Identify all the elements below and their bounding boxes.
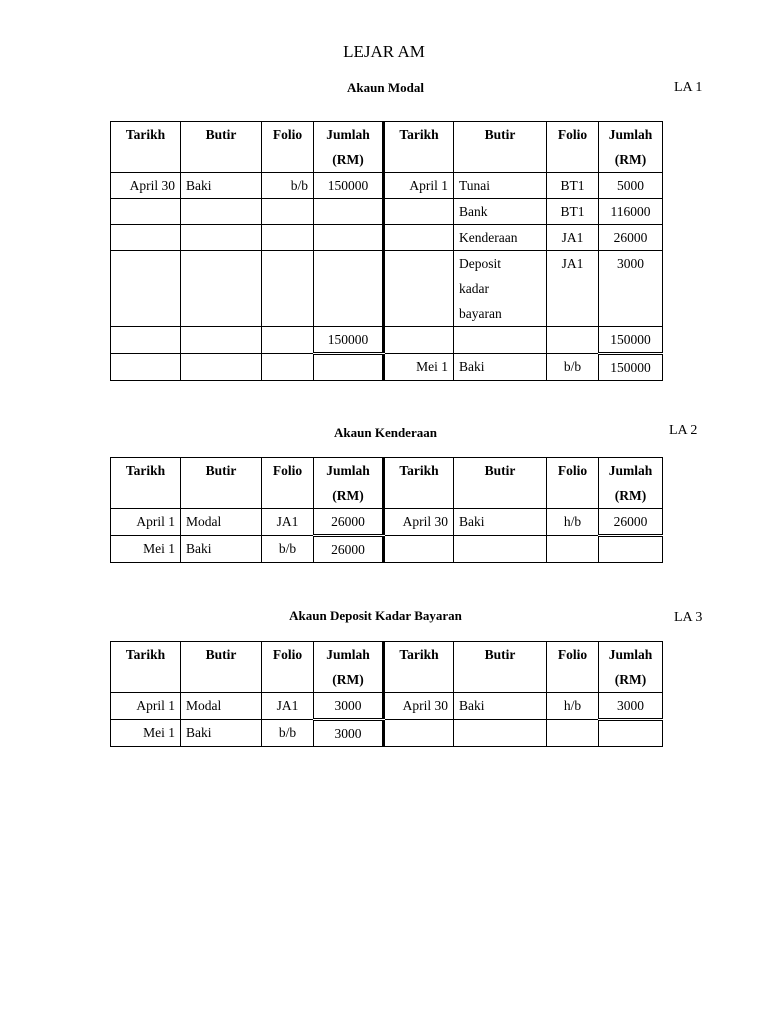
cell-empty xyxy=(181,327,262,354)
cell-empty xyxy=(547,327,599,354)
cell-folio xyxy=(262,225,314,251)
cell-folio: JA1 xyxy=(547,225,599,251)
cell-tarikh: April 1 xyxy=(111,693,181,720)
cell-folio: b/b xyxy=(547,354,599,381)
cell-butir xyxy=(181,225,262,251)
cell-jumlah xyxy=(314,199,384,225)
cell-tarikh xyxy=(111,199,181,225)
jumlah-label: Jumlah xyxy=(608,463,653,478)
total-row xyxy=(111,327,663,354)
col-butir: Butir xyxy=(181,122,262,173)
cell-empty xyxy=(111,327,181,354)
jumlah-label: Jumlah xyxy=(326,127,370,142)
cell-butir: Tunai xyxy=(454,173,547,199)
col-folio: Folio xyxy=(547,642,599,693)
cell-tarikh xyxy=(384,199,454,225)
rm-label: (RM) xyxy=(332,152,364,167)
cell-butir: Modal xyxy=(181,693,262,720)
col-butir: Butir xyxy=(181,642,262,693)
table-header-row xyxy=(111,122,663,173)
col-tarikh: Tarikh xyxy=(111,458,181,509)
cell-butir: Bank xyxy=(454,199,547,225)
cell-folio: BT1 xyxy=(547,199,599,225)
akaun-modal-code: LA 1 xyxy=(674,80,703,95)
col-tarikh: Tarikh xyxy=(111,122,181,173)
table-row xyxy=(111,693,663,720)
akaun-kenderaan-title: Akaun Kenderaan xyxy=(334,425,437,440)
cell-jumlah: 26000 xyxy=(314,509,384,536)
jumlah-label: Jumlah xyxy=(608,647,653,662)
cell-folio: b/b xyxy=(262,720,314,747)
cell-butir xyxy=(181,251,262,327)
cell-jumlah: 116000 xyxy=(599,199,663,225)
cell-empty xyxy=(384,327,454,354)
butir-line: Deposit xyxy=(459,256,501,271)
cell-tarikh: April 30 xyxy=(384,693,454,720)
cell-jumlah: 26000 xyxy=(314,536,384,563)
cell-folio xyxy=(547,536,599,563)
cell-jumlah: 150000 xyxy=(599,354,663,381)
butir-line: bayaran xyxy=(459,306,502,321)
cell-folio: JA1 xyxy=(547,251,599,327)
cell-folio: b/b xyxy=(262,173,314,199)
col-butir: Butir xyxy=(181,458,262,509)
col-tarikh: Tarikh xyxy=(384,642,454,693)
cell-folio: h/b xyxy=(547,693,599,720)
cell-jumlah xyxy=(314,225,384,251)
col-jumlah xyxy=(599,642,663,693)
butir-line: kadar xyxy=(459,281,489,296)
table-row xyxy=(111,509,663,536)
cell-butir xyxy=(454,251,547,327)
cell-tarikh: Mei 1 xyxy=(111,720,181,747)
rm-label: (RM) xyxy=(614,672,647,687)
cell-butir: Baki xyxy=(181,536,262,563)
cell-empty xyxy=(262,327,314,354)
cell-jumlah: 3000 xyxy=(599,251,663,327)
table-row xyxy=(111,173,663,199)
cell-jumlah: 26000 xyxy=(599,509,663,536)
cell-tarikh xyxy=(384,536,454,563)
cell-jumlah: 26000 xyxy=(599,225,663,251)
jumlah-label: Jumlah xyxy=(608,127,653,142)
col-jumlah xyxy=(314,458,384,509)
cell-jumlah: 150000 xyxy=(314,173,384,199)
cell-folio: h/b xyxy=(547,509,599,536)
cell-butir: Baki xyxy=(181,173,262,199)
cell-butir xyxy=(181,354,262,381)
jumlah-label: Jumlah xyxy=(326,463,370,478)
cell-butir: Baki xyxy=(454,509,547,536)
table-row xyxy=(111,225,663,251)
table-row xyxy=(111,354,663,381)
akaun-kenderaan-table xyxy=(110,457,663,563)
table-row xyxy=(111,720,663,747)
cell-butir: Kenderaan xyxy=(454,225,547,251)
cell-folio: b/b xyxy=(262,536,314,563)
col-butir: Butir xyxy=(454,122,547,173)
cell-total: 150000 xyxy=(314,327,384,354)
jumlah-label: Jumlah xyxy=(326,647,370,662)
cell-tarikh xyxy=(384,225,454,251)
akaun-modal-title: Akaun Modal xyxy=(347,80,424,95)
cell-butir xyxy=(454,720,547,747)
table-header-row xyxy=(111,642,663,693)
col-folio: Folio xyxy=(547,122,599,173)
akaun-deposit-table xyxy=(110,641,663,747)
cell-butir xyxy=(454,536,547,563)
col-jumlah xyxy=(314,642,384,693)
col-jumlah xyxy=(314,122,384,173)
cell-tarikh: Mei 1 xyxy=(384,354,454,381)
cell-tarikh xyxy=(111,251,181,327)
col-jumlah xyxy=(599,458,663,509)
col-tarikh: Tarikh xyxy=(384,458,454,509)
akaun-deposit-code: LA 3 xyxy=(674,610,703,625)
cell-tarikh: Mei 1 xyxy=(111,536,181,563)
cell-tarikh: April 1 xyxy=(111,509,181,536)
cell-butir: Baki xyxy=(454,354,547,381)
rm-label: (RM) xyxy=(332,672,364,687)
table-header-row xyxy=(111,458,663,509)
cell-folio xyxy=(262,354,314,381)
col-tarikh: Tarikh xyxy=(111,642,181,693)
cell-jumlah xyxy=(599,536,663,563)
col-folio: Folio xyxy=(262,458,314,509)
cell-butir: Baki xyxy=(181,720,262,747)
col-butir: Butir xyxy=(454,642,547,693)
cell-tarikh xyxy=(111,354,181,381)
cell-jumlah: 3000 xyxy=(314,693,384,720)
rm-label: (RM) xyxy=(332,488,364,503)
akaun-modal-table xyxy=(110,121,663,381)
table-row xyxy=(111,199,663,225)
cell-jumlah xyxy=(314,354,384,381)
cell-tarikh xyxy=(384,720,454,747)
rm-label: (RM) xyxy=(614,488,647,503)
col-tarikh: Tarikh xyxy=(384,122,454,173)
cell-butir xyxy=(181,199,262,225)
cell-tarikh xyxy=(384,251,454,327)
cell-total: 150000 xyxy=(599,327,663,354)
col-folio: Folio xyxy=(547,458,599,509)
page-title: LEJAR AM xyxy=(343,42,425,61)
akaun-deposit-title: Akaun Deposit Kadar Bayaran xyxy=(289,608,462,623)
cell-jumlah: 5000 xyxy=(599,173,663,199)
akaun-kenderaan-code: LA 2 xyxy=(669,423,698,438)
cell-folio xyxy=(262,199,314,225)
cell-folio xyxy=(262,251,314,327)
cell-tarikh xyxy=(111,225,181,251)
cell-empty xyxy=(454,327,547,354)
cell-jumlah: 3000 xyxy=(599,693,663,720)
cell-butir: Modal xyxy=(181,509,262,536)
cell-tarikh: April 30 xyxy=(111,173,181,199)
table-row xyxy=(111,251,663,327)
cell-jumlah: 3000 xyxy=(314,720,384,747)
table-row xyxy=(111,536,663,563)
cell-tarikh: April 30 xyxy=(384,509,454,536)
rm-label: (RM) xyxy=(614,152,647,167)
cell-folio: BT1 xyxy=(547,173,599,199)
col-butir: Butir xyxy=(454,458,547,509)
cell-folio: JA1 xyxy=(262,509,314,536)
cell-tarikh: April 1 xyxy=(384,173,454,199)
cell-jumlah xyxy=(599,720,663,747)
cell-folio: JA1 xyxy=(262,693,314,720)
col-folio: Folio xyxy=(262,122,314,173)
col-jumlah xyxy=(599,122,663,173)
col-folio: Folio xyxy=(262,642,314,693)
cell-folio xyxy=(547,720,599,747)
cell-jumlah xyxy=(314,251,384,327)
cell-butir: Baki xyxy=(454,693,547,720)
